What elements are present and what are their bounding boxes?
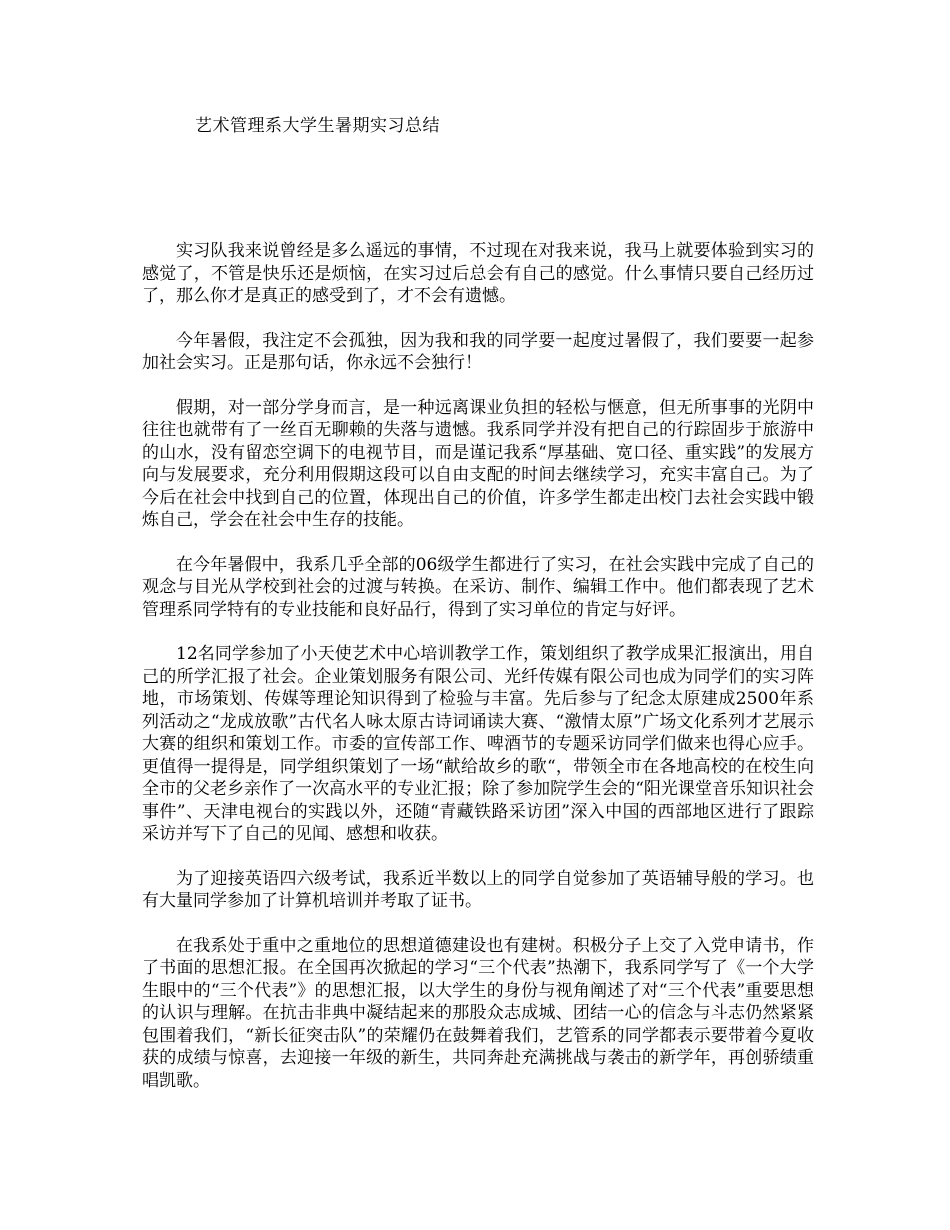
document-body bbox=[142, 240, 814, 1114]
paragraph-1: 实习队我来说曾经是多么遥远的事情，不过现在对我来说，我马上就要体验到实习的感觉了，不管是快乐还是烦恼，在实习过后总会有自己的感觉。什么事情只要自己经历过了，那么你才是真正的感受到了，才不会有遗憾。 bbox=[142, 241, 814, 306]
document-title: 艺术管理系大学生暑期实习总结 bbox=[195, 116, 440, 136]
paragraph-3: 假期，对一部分学身而言，是一种远离课业负担的轻松与惬意，但无所事事的光阴中往往也就带有了一丝百无聊赖的失落与遗憾。我系同学并没有把自己的行踪固步于旅游中的山水，没有留恋空调下的电视节目，而是谨记我系“厚基础、宽口径、重实践”的发展方向与发展要求，充分利用假期这段可以自由支配的时间去继续学习，充实丰富自己。为了今后在社会中找到自己的位置，体现出自己的价值，许多学生都走出校门去社会实践中锻炼自己，学会在社会中生存的技能。 bbox=[142, 397, 814, 530]
paragraph-7: 在我系处于重中之重地位的思想道德建设也有建树。积极分子上交了入党申请书，作了书面的思想汇报。在全国再次掀起的学习“三个代表”热潮下，我系同学写了《一个大学生眼中的“三个代表”》的思想汇报，以大学生的身份与视角阐述了对“三个代表”重要思想的认识与理解。在抗击非典中凝结起来的那股众志成城、团结一心的信念与斗志仍然紧紧包围着我们，“新长征突击队”的荣耀仍在鼓舞着我们，艺管系的同学都表示要带着今夏收获的成绩与惊喜，去迎接一年级的新生，共同奔赴充满挑战与袭击的新学年，再创骄绩重唱凯歌。 bbox=[142, 935, 814, 1091]
paragraph-6: 为了迎接英语四六级考试，我系近半数以上的同学自觉参加了英语辅导般的学习。也有大量同学参加了计算机培训并考取了证书。 bbox=[142, 868, 814, 911]
paragraph-4: 在今年暑假中，我系几乎全部的06级学生都进行了实习，在社会实践中完成了自己的观念与目光从学校到社会的过渡与转换。在采访、制作、编辑工作中。他们都表现了艺术管理系同学特有的专业技能和良好品行，得到了实习单位的肯定与好评。 bbox=[142, 554, 814, 620]
paragraph-5: 12名同学参加了小天使艺术中心培训教学工作，策划组织了教学成果汇报演出，用自己的所学汇报了社会。企业策划服务有限公司、光纤传媒有限公司也成为同学们的实习阵地，市场策划、传媒等理论知识得到了检验与丰富。先后参与了纪念太原建成2500年系列活动之“龙成放歌”古代名人咏太原古诗词诵读大赛、“激情太原”广场文化系列才艺展示大赛的组织和策划工作。市委的宣传部工作、啤酒节的专题采访同学们做来也得心应手。更值得一提得是，同学组织策划了一场“献给故乡的歌“，带领全市在各地高校的在校生向全市的父老乡亲作了一次高水平的专业汇报；除了参加院学生会的“阳光课堂音乐知识社会事件”、天津电视台的实践以外，还随“青藏铁路采访团”深入中国的西部地区进行了跟踪采访并写下了自己的见闻、感想和收获。 bbox=[142, 644, 814, 844]
paragraph-2: 今年暑假，我注定不会孤独，因为我和我的同学要一起度过暑假了，我们要要一起参加社会实习。正是那句话，你永远不会独行！ bbox=[142, 330, 814, 373]
